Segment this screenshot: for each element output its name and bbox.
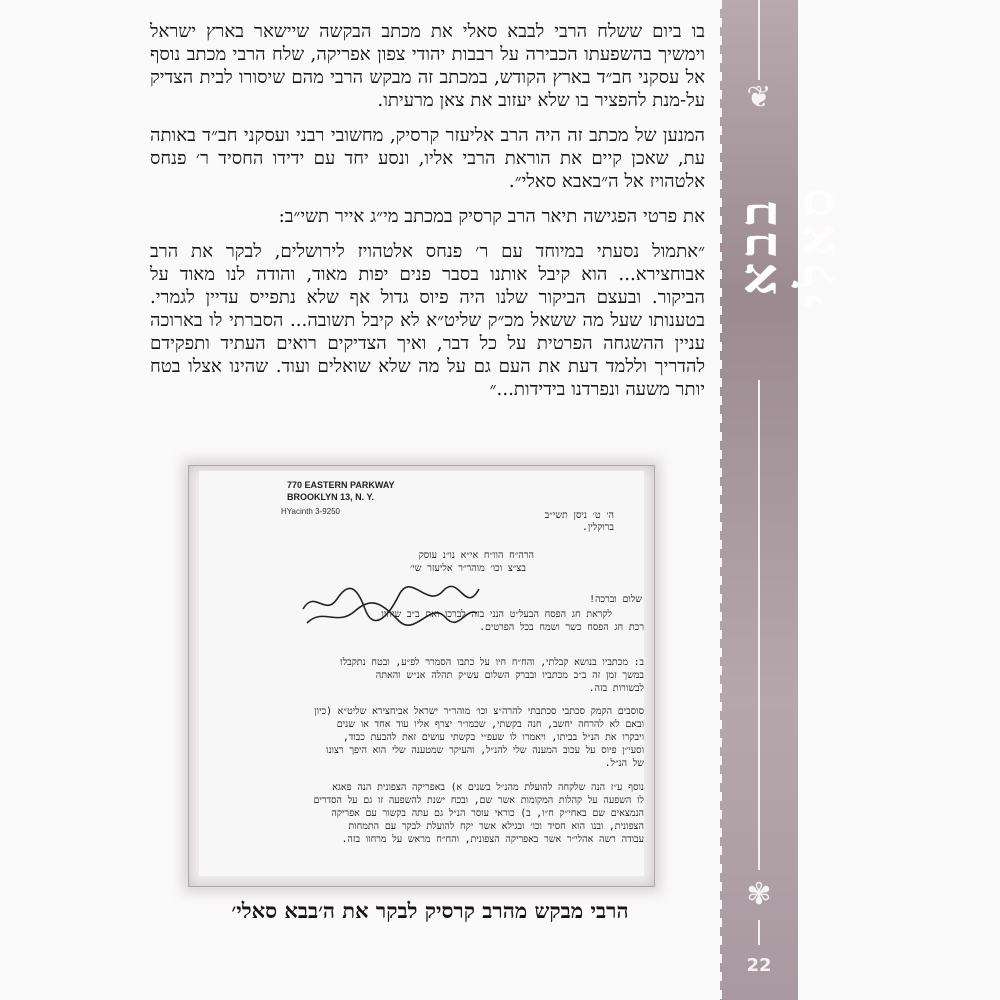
handwritten-signature xyxy=(295,581,485,629)
letter-line-5: לבשורות בזה. xyxy=(588,683,644,694)
flower-ornament-icon: ❦ xyxy=(746,80,772,115)
recipient-line-1: הרה״ח הוו״ח אי״א נו״נ עוסק xyxy=(418,550,534,561)
decorative-line-top xyxy=(758,0,760,80)
letter-greeting: שלום וברכה! xyxy=(589,594,642,605)
article-body xyxy=(150,20,705,413)
letter-line-14: הצפונית, ובנו הוא חסיד וכו׳ ובגילא אשר יקח להועלת לבקר עם התמחות xyxy=(348,821,644,832)
page-number: 22 xyxy=(746,955,772,976)
letterhead-phone: HYacinth 3-9250 xyxy=(281,507,340,516)
letter-line-2: רכת חג הפסח כשר ושמח בכל הפרטים. xyxy=(479,622,644,633)
address-line-2: BROOKLYN 13, N. Y. xyxy=(287,492,375,502)
letter-photograph xyxy=(188,465,655,887)
address-line-1: 770 EASTERN PARKWAY xyxy=(287,480,395,490)
letter-date: ה׳ ט׳ ניסן תשי״ב xyxy=(544,510,614,521)
letter-line-1: לקראת חג הפסח הבעל״ט הנני בזה לברכו ואת ב״ב שיחיו xyxy=(381,609,612,620)
letter-line-12: לו השפעה על קהלות המקומות אשר שם, ובכח ישנת להשפעה זו גם על הסדרים xyxy=(313,795,644,806)
decorative-line-middle xyxy=(758,380,760,870)
letter-place: ברוקלין. xyxy=(582,522,614,533)
letter-line-3: ב: מכתביו בנושא קבלתי, והח״ח חיו על כתבו הסמרר לפ״ע, ובטח נתקבלו xyxy=(340,657,644,668)
letter-line-11: נוסף ע״ז הנה שלקחה להועלת מהנ״ל בשנים א) באפריקה הצפונית הנה פאגא xyxy=(332,782,644,793)
letter-line-4: במשך זמן זה ב״ב מכתביו ובברק השלום עש״ק תהלה אנ״ש והאתה xyxy=(375,670,644,681)
letter-line-9: וסעי״ן פיוס על עכוב המענה שלי להנ״ל, והעיקר שמטענה שלי הוא היפך רצונו xyxy=(326,745,644,756)
decorative-line-bottom xyxy=(758,920,760,945)
letter-line-6: סוסבים הקמק סכתבי סכתבתי להרה״צ וכו׳ מוהר״ר ישראל אביחצירא שליט״א (כיון xyxy=(314,706,644,717)
letter-paper xyxy=(199,471,644,876)
chapter-title: בבא סאלי xyxy=(728,182,847,308)
recipient-line-2: בצ״צ וכו׳ מוהר״ר אליעזר שי׳ xyxy=(410,563,526,574)
paragraph-1: בו ביום ששלח הרבי לבבא סאלי את מכתב הבקשה שיישאר בארץ ישראל וימשיך בהשפעתו הכבירה על רבבות יהודי צפון אפריקה, שלח הרבי מכתב נוסף אל עסקני חב״ד בארץ הקודש, במכתב זה מבקש הרבי מהם שיסורו לבית הצדיק על-מנת להפציר בו שלא יעזוב את צאן מרעיתו. xyxy=(150,21,705,111)
letter-line-8: ויבקרו את הנ״ל בביתו, ויאמרו לו שעפ״י בקשתי עושים זאת להבעת כבוד, xyxy=(342,732,644,743)
flower-ornament-bottom-icon: ✾ xyxy=(746,877,772,912)
image-caption: הרבי מבקש מהרב קרסיק לבקר את ה׳בבא סאלי׳ xyxy=(231,898,629,923)
quoted-letter-paragraph: ״אתמול נסעתי במיוחד עם ר׳ פנחס אלטהויז לירושלים, לבקר את הרב אבוחצירא... הוא קיבל אותנו בסבר פנים יפות מאוד, והודה לנו מאוד על הביקור. ובעצם הביקור שלנו היה פיוס גדול אף שלא נתפייס עדיין לגמרי. בטענותו שעל מה ששאל מכ״ק שליט״א לא קיבל תשובה... הסברתי לו בארוכה עניין ההשגחה הפרטית על כל דבר, ואיך הצדיקים רואים העתיד ותפקידם להדריך וללמד דעת את העם גם על מה שלא שואלים ועוד. שהינו אצלו בטח יותר משעה ונפרדנו בידידות...״ xyxy=(150,241,705,400)
paragraph-2: המנען של מכתב זה היה הרב אליעזר קרסיק, מחשובי רבני ועסקני חב״ד באותה עת, שאכן קיים את הוראת הרבי אליו, ונסע יחד עם ידידו החסיד ר׳ פנחס אלטהויז אל ה״באבא סאלי״. xyxy=(150,125,705,192)
letter-line-15: עבודה רשה אהלי״ר אשר באפריקה הצפונית, והח״ח מראש על מרחוו בזה. xyxy=(341,834,644,845)
letter-line-10: של הנ״ל. xyxy=(604,758,644,769)
paragraph-3: את פרטי הפגישה תיאר הרב קרסיק במכתב מי״ג אייר תשי״ב: xyxy=(278,206,705,227)
chapter-side-band xyxy=(720,0,847,1000)
letterhead-address xyxy=(287,479,395,503)
letter-line-13: הנמצאים שם באחי״ק ח״ו, ב) כוראי עוסר הנ״ל גם עתה בקשור עם אפריקה xyxy=(331,808,644,819)
letter-line-7: ובאם לא להרחה יחשב, חנה בקשתי, שכמו״ר יצרף אליו עוד אחד או שנים xyxy=(336,719,644,730)
